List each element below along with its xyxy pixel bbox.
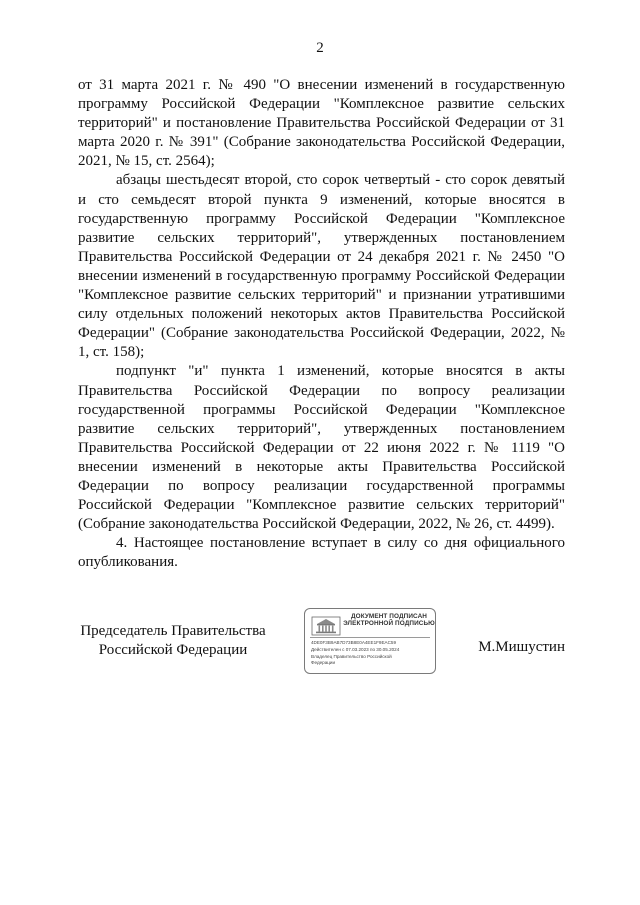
stamp-validity: Действителен с 07.03.2023 по 30.05.2024 bbox=[311, 647, 400, 652]
page-number: 2 bbox=[316, 40, 324, 56]
stamp-owner: Федерации bbox=[311, 660, 336, 665]
stamp-divider bbox=[310, 637, 430, 638]
stamp-title bbox=[343, 613, 435, 628]
paragraph-effective-date: 4. Настоящее постановление вступает в силу со дня официального опубликования. bbox=[78, 535, 565, 571]
signatory-position-line: Российской Федерации bbox=[98, 642, 248, 658]
signatory-name: М.Мишустин bbox=[478, 639, 565, 655]
paragraph-item: подпункт "и" пункта 1 изменений, которые вносятся в акты Правительства Российской Федерации по вопросу реализации государственной программы Российской Федерации "Комплексное развитие сельских территорий", утвержденных постановлением Правительства Российской Федерации от 22 июня 2022 г. № 1119 "О внесении изменений в некоторые акты Правительства Российской Федерации по вопросу реализации государственной программы Российской Федерации "Комплексное развитие сельских территорий" (Собрание законодательства Российской Федерации, 2022, № 26, ст. 4499). bbox=[78, 363, 565, 533]
stamp-owner: Владелец Правительство Российской bbox=[311, 654, 392, 659]
document-body bbox=[78, 76, 565, 572]
signatory-position-line: Председатель Правительства bbox=[80, 623, 266, 639]
government-building-icon bbox=[311, 616, 341, 636]
stamp-certificate: 4DE0F3B9AB7D73B8E0A4EE1F9EAC59 bbox=[311, 640, 397, 645]
paragraph-continuation: от 31 марта 2021 г. № 490 "О внесении изменений в государственную программу Российской Федерации "Комплексное развитие сельских территорий" и постановление Правительства Российской Федерации от 31 марта 2020 г. № 391" (Собрание законодательства Российской Федерации, 2021, № 15, ст. 2564); bbox=[78, 77, 565, 170]
electronic-signature-stamp bbox=[304, 608, 436, 674]
paragraph-item: абзацы шестьдесят второй, сто сорок четвертый - сто сорок девятый и сто семьдесят второй пункта 9 изменений, которые вносятся в государственную программу Российской Федерации "Комплексное развитие сельских территорий", утвержденных постановлением Правительства Российской Федерации от 24 декабря 2021 г. № 2450 "О внесении изменений в государственную программу Российской Федерации "Комплексное развитие сельских территорий" и признании утратившими силу отдельных положений некоторых актов Правительства Российской Федерации" (Собрание законодательства Российской Федерации, 2022, № 1, ст. 158); bbox=[78, 172, 565, 361]
signatory-position bbox=[78, 622, 268, 660]
stamp-title-line: ДОКУМЕНТ ПОДПИСАН bbox=[350, 613, 428, 620]
signature-block bbox=[78, 613, 565, 682]
stamp-title-line: ЭЛЕКТРОННОЙ ПОДПИСЬЮ bbox=[343, 620, 435, 628]
